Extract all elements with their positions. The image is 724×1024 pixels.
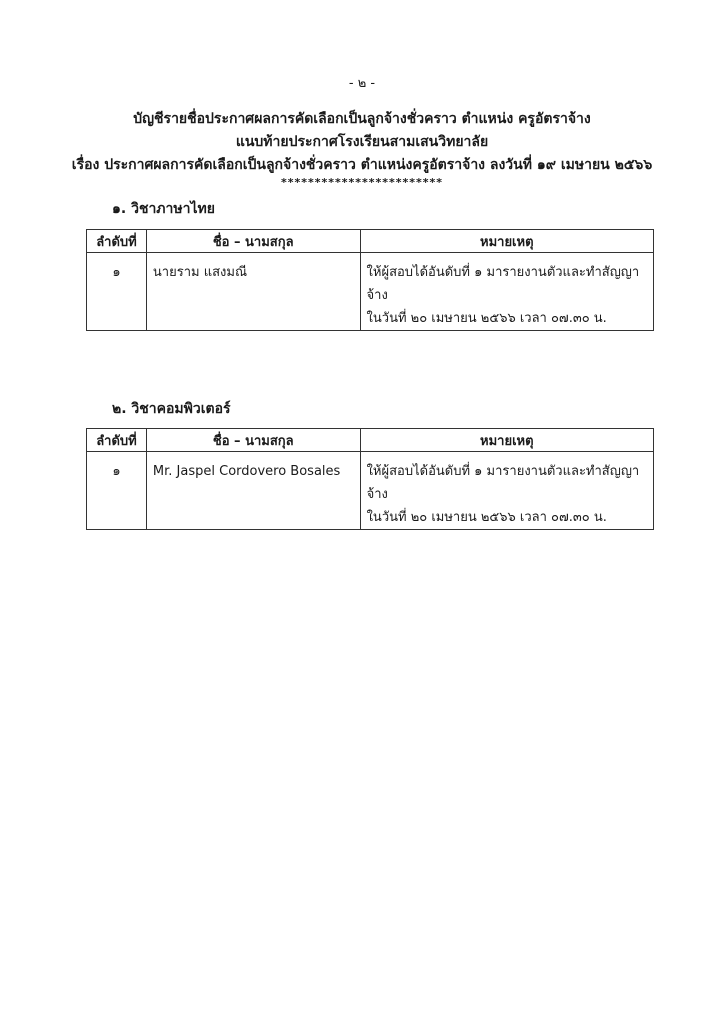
candidate-table-thai [86, 229, 654, 331]
remark-line-1: ให้ผู้สอบได้อันดับที่ ๑ มารายงานตัวและทำสัญญาจ้าง [366, 265, 640, 303]
column-header-remark: หมายเหตุ [360, 429, 653, 452]
column-header-order: ลำดับที่ [87, 429, 147, 452]
cell-order: ๑ [87, 253, 147, 331]
section-heading-thai: ๑. วิชาภาษาไทย [112, 201, 215, 217]
remark-line-1: ให้ผู้สอบได้อันดับที่ ๑ มารายงานตัวและทำสัญญาจ้าง [366, 464, 640, 502]
column-header-remark: หมายเหตุ [360, 230, 653, 253]
asterisk-divider: ************************ [280, 176, 444, 189]
candidate-table-computer [86, 428, 654, 530]
remark-line-2: ในวันที่ ๒๐ เมษายน ๒๕๖๖ เวลา ๐๗.๓๐ น. [366, 311, 607, 326]
cell-remark [360, 253, 653, 331]
document-title-line-3: เรื่อง ประกาศผลการคัดเลือกเป็นลูกจ้างชั่วคราว ตำแหน่งครูอัตราจ้าง ลงวันที่ ๑๙ เมษายน ๒๕๖๖ [71, 157, 653, 173]
column-header-name: ชื่อ – นามสกุล [146, 230, 360, 253]
document-title-line-2: แนบท้ายประกาศโรงเรียนสามเสนวิทยาลัย [235, 134, 489, 150]
table-row [87, 253, 654, 331]
column-header-name: ชื่อ – นามสกุล [146, 429, 360, 452]
column-header-order: ลำดับที่ [87, 230, 147, 253]
cell-order: ๑ [87, 452, 147, 530]
section-heading-computer: ๒. วิชาคอมพิวเตอร์ [112, 401, 231, 417]
cell-name: นายราม แสงมณี [146, 253, 360, 331]
table-header-row [87, 230, 654, 253]
cell-name: Mr. Jaspel Cordovero Bosales [146, 452, 360, 530]
table-header-row [87, 429, 654, 452]
table-row [87, 452, 654, 530]
page-number: - ๒ - [348, 76, 376, 91]
cell-remark [360, 452, 653, 530]
remark-line-2: ในวันที่ ๒๐ เมษายน ๒๕๖๖ เวลา ๐๗.๓๐ น. [366, 510, 607, 525]
document-title-line-1: บัญชีรายชื่อประกาศผลการคัดเลือกเป็นลูกจ้างชั่วคราว ตำแหน่ง ครูอัตราจ้าง [133, 111, 591, 127]
